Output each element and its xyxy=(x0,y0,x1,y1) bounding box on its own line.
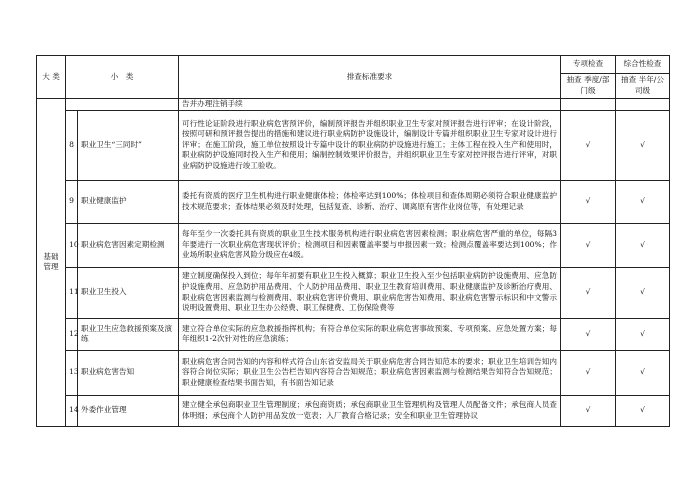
row-special-check-mark: √ xyxy=(561,180,616,223)
header-special-check: 专项检查 xyxy=(561,56,616,74)
header-subcategory: 小 类 xyxy=(66,56,179,99)
row-number: 13 xyxy=(66,350,78,395)
header-category: 大 类 xyxy=(37,56,66,99)
continuation-comprehensive xyxy=(616,99,670,111)
table-row xyxy=(37,110,670,180)
table-row xyxy=(37,223,670,267)
header-requirements: 排查标准要求 xyxy=(179,56,561,99)
table-row xyxy=(37,180,670,223)
row-special-check-mark: √ xyxy=(561,267,616,318)
continuation-subcategory xyxy=(66,99,179,111)
row-number: 14 xyxy=(66,395,78,426)
row-number: 10 xyxy=(66,223,78,267)
row-comprehensive-check-mark: √ xyxy=(616,267,670,318)
row-item-name: 职业病危害因素定期检测 xyxy=(78,223,179,267)
row-requirement: 建立制度确保投入到位；每年年初要有职业卫生投入概算；职业卫生投入至少包括职业病防护设施费用、应急防护设施费用、应急防护用品费用、个人防护用品费用、职业卫生教育培训费用、职业健康监护及诊断治疗费用、职业病危害因素监测与检测费用、职业病危害评价费用、职业病危害告知费用、职业病危害警示标识和中文警示说明设置费用、职业卫生办公经费、职工保健费、工伤保险费等 xyxy=(179,267,561,318)
row-requirement: 职业病危害合同告知的内容和样式符合山东省安监局关于职业病危害合同告知范本的要求；职业卫生培训告知内容符合岗位实际；职业卫生公告栏告知内容符合告知规范；职业病危害因素监测与检测结果告知符合告知规范；职业健康检查结果书面告知，有书面告知记录 xyxy=(179,350,561,395)
row-special-check-mark: √ xyxy=(561,318,616,350)
row-comprehensive-check-mark: √ xyxy=(616,395,670,426)
header-comprehensive-check: 综合性检查 xyxy=(616,56,670,74)
row-comprehensive-check-mark: √ xyxy=(616,180,670,223)
row-item-name: 职业卫生应急救援预案及演练 xyxy=(78,318,179,350)
row-item-name: 职业健康监护 xyxy=(78,180,179,223)
row-item-name: 职业卫生投入 xyxy=(78,267,179,318)
table-row xyxy=(37,350,670,395)
row-requirement: 建立健全承包商职业卫生管理制度；承包商资质；承包商职业卫生管理机构及管理人员配备文件；承包商人员查体明细；承包商个人防护用品发放一览表；入厂教育合格记录；安全和职业卫生管理协议 xyxy=(179,395,561,426)
row-requirement: 建立符合单位实际的应急救援指挥机构；有符合单位实际的职业病危害事故预案、专项预案、应急处置方案；每年组织1-2次针对性的应急演练； xyxy=(179,318,561,350)
category-cell: 基础管理 xyxy=(37,99,66,427)
inspection-table xyxy=(36,55,670,427)
row-item-name: 外委作业管理 xyxy=(78,395,179,426)
row-special-check-mark: √ xyxy=(561,395,616,426)
header-comprehensive-frequency: 抽查 半年/公司级 xyxy=(616,74,670,99)
continuation-special xyxy=(561,99,616,111)
row-requirement: 每年至少一次委托具有资质的职业卫生技术服务机构进行职业病危害因素检测；职业病危害严重的单位，每隔3年要进行一次职业病危害现状评价；检测项目和因素覆盖率要与申报因素一致；检测点覆盖率要达到100%；作业场所职业病危害风险分级应在4级。 xyxy=(179,223,561,267)
row-requirement: 委托有资质的医疗卫生机构进行职业健康体检；体检率达到100%；体检项目和查体周期必须符合职业健康监护技术规范要求；查体结果必须及时处理，包括复查、诊断、治疗、调离原有害作业岗位等，有处理记录 xyxy=(179,180,561,223)
header-special-frequency: 抽查 季度/部门级 xyxy=(561,74,616,99)
header-row-1 xyxy=(37,56,670,74)
row-special-check-mark: √ xyxy=(561,223,616,267)
continuation-requirement: 告并办理注销手续 xyxy=(179,99,561,111)
row-number: 8 xyxy=(66,110,78,180)
row-requirement: 可行性论证阶段进行职业病危害预评价，编制预评报告并组织职业卫生专家对预评报告进行评审；在设计阶段，按照可研和预评报告提出的措施和建议进行职业病防护设施设计，编制设计专篇并组织职业卫生专家对设计进行评审；在施工阶段，施工单位按照设计专篇中设计的职业病防护设施进行施工；主体工程在投入生产和使用时，职业病防护设施同时投入生产和使用；编制控制效果评价报告，并组织职业卫生专家对控评报告进行评审，对职业病防护设施进行竣工验收。 xyxy=(179,110,561,180)
table-row xyxy=(37,318,670,350)
row-item-name: 职业卫生“三同时” xyxy=(78,110,179,180)
row-number: 12 xyxy=(66,318,78,350)
table-row-continuation xyxy=(37,99,670,111)
row-number: 11 xyxy=(66,267,78,318)
row-comprehensive-check-mark: √ xyxy=(616,318,670,350)
row-comprehensive-check-mark: √ xyxy=(616,350,670,395)
row-comprehensive-check-mark: √ xyxy=(616,223,670,267)
row-special-check-mark: √ xyxy=(561,350,616,395)
row-special-check-mark: √ xyxy=(561,110,616,180)
row-item-name: 职业病危害告知 xyxy=(78,350,179,395)
row-number: 9 xyxy=(66,180,78,223)
table-row xyxy=(37,267,670,318)
row-comprehensive-check-mark: √ xyxy=(616,110,670,180)
table-row xyxy=(37,395,670,426)
